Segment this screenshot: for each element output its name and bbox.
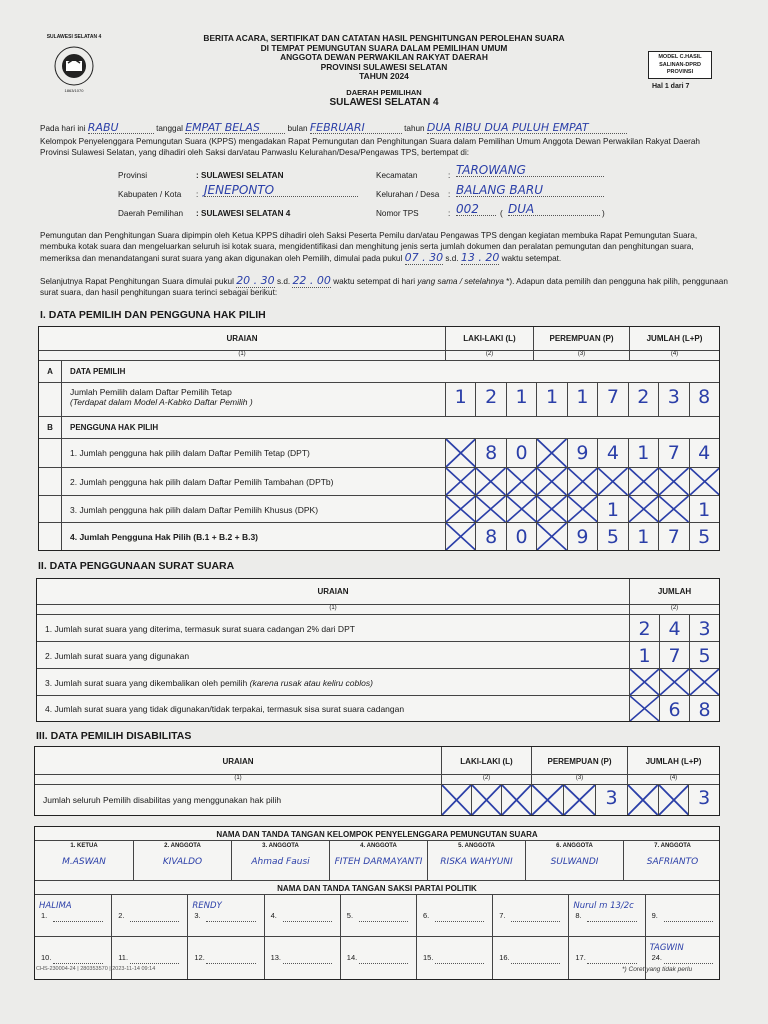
s1-n3: (3)	[533, 351, 629, 360]
time-start: 07 . 30	[404, 251, 444, 264]
kpps-role-7: 7. ANGGOTA	[654, 843, 691, 849]
s2-r1-digits-digit-text-1: 4	[668, 618, 681, 640]
kpps-signature-1: M.ASWAN	[62, 857, 106, 867]
s1-b1-digits-cross-3	[536, 439, 566, 467]
kpps-title: NAMA DAN TANDA TANGAN KELOMPOK PENYELENGGARA PEMUNGUTAN SUARA	[216, 830, 538, 839]
saksi-num-9: 9.	[651, 911, 658, 920]
s1-h-uraian: URAIAN	[226, 334, 258, 343]
saksi-cell-5	[340, 895, 416, 936]
s1-a-digits-digit-text-4: 1	[576, 386, 589, 408]
s1-b4-digits-digit-text-1: 8	[485, 526, 498, 548]
s1-b2-digits-cross-3	[536, 468, 566, 495]
s3-n4: (4)	[627, 775, 719, 784]
saksi-cell-7	[492, 895, 568, 936]
saksi-num-10: 10.	[41, 953, 52, 962]
s2-r4-digits-cross-0	[630, 696, 659, 721]
s2-r3-note: (karena rusak atau keliru coblos)	[249, 678, 373, 688]
s1-b4-digits-digit-5	[597, 523, 627, 550]
s1-a-digits-digit-text-6: 2	[637, 386, 650, 408]
s1-b4-digits-digit-text-8: 5	[698, 526, 711, 548]
s2-r3-digits-cross-1	[659, 669, 689, 695]
kpps-role-4: 4. ANGGOTA	[360, 843, 397, 849]
saksi-cell-4	[264, 895, 340, 936]
kpps-role-5: 5. ANGGOTA	[458, 843, 495, 849]
saksi-cell-15	[416, 937, 492, 979]
sd-1: s.d.	[445, 254, 459, 263]
intro-paragraph: Kelompok Penyelenggara Pemungutan Suara (KPPS) mengadakan Rapat Pemungutan dan Penghitungan Suara dalam Pemilihan Umum Anggota Dewan Perwakilan Rakyat Daerah Provinsi Sulawesi Selatan, yang dihadiri oleh Saksi dan/atau Panwaslu Kelurahan/Desa/Pengawas TPS, bertempat di:	[40, 137, 700, 157]
sd-2: s.d.	[276, 277, 291, 286]
footer-right: *) Coret yang tidak perlu	[622, 966, 693, 973]
s2-r1-digits-digit-text-0: 2	[638, 618, 651, 640]
s1-b3: 3. Jumlah pengguna hak pilih dalam Daftar Pemilih Khusus (DPK)	[61, 496, 445, 522]
kpps-cell-2	[133, 841, 231, 880]
s1-b1-digits-digit-text-7: 7	[667, 442, 680, 464]
dapil-row-value: : SULAWESI SELATAN 4	[196, 209, 291, 218]
s1-b4-digits-cross-0	[446, 523, 475, 550]
s1-b2: 2. Jumlah pengguna hak pilih dalam Daftar Pemilih Tambahan (DPTb)	[61, 468, 445, 495]
section3-table	[34, 746, 720, 816]
s2-r3-digits	[629, 669, 719, 695]
s1-b2-digits-cross-2	[506, 468, 536, 495]
saksi-num-4: 4.	[270, 911, 277, 920]
s1-b1-digits-digit-text-8: 4	[698, 442, 711, 464]
s1-b1-digits-digit-text-5: 4	[606, 442, 619, 464]
saksi-cell-16	[492, 937, 568, 979]
s1-b4-digits-cross-3	[536, 523, 566, 550]
count-end: 22 . 00	[292, 274, 331, 287]
logo-top-text: SULAWESI SELATAN 4	[46, 34, 102, 40]
s1-a-digits-digit-2	[506, 383, 536, 416]
kpps-cell-7	[623, 841, 721, 880]
saksi-cell-13	[264, 937, 340, 979]
procedure-text	[40, 230, 730, 264]
kpps-role-2: 2. ANGGOTA	[164, 843, 201, 849]
s1-b4-digits-digit-7	[658, 523, 688, 550]
s1-b1: 1. Jumlah pengguna hak pilih dalam Daftar Pemilih Tetap (DPT)	[61, 439, 445, 467]
s1-b4-digits-digit-2	[506, 523, 536, 550]
s1-a-digits-digit-4	[567, 383, 597, 416]
dapil-label: DAERAH PEMILIHAN	[346, 88, 422, 97]
section1-title: I. DATA PEMILIH DAN PENGGUNA HAK PILIH	[40, 309, 266, 321]
s1-h-p: PEREMPUAN (P)	[549, 334, 614, 343]
s3-p-x1	[532, 785, 563, 815]
saksi-cell-1	[35, 895, 111, 936]
s1-b3-digits-cross-1	[475, 496, 505, 522]
s1-b1-digits-digit-1	[475, 439, 505, 467]
saksi-row-2	[35, 937, 719, 979]
bulan-value: FEBRUARI	[310, 122, 402, 134]
s3-n2: (2)	[441, 775, 531, 784]
s1-a-row1: Jumlah Pemilih dalam Daftar Pemilih Tetap	[70, 387, 232, 397]
s1-b4-digits-digit-text-2: 0	[515, 526, 528, 548]
kpps-signature-2: KIVALDO	[162, 857, 203, 867]
s1-b2-digits-cross-5	[597, 468, 627, 495]
s1-a-digits-digit-text-2: 1	[515, 386, 528, 408]
tps-words: DUA	[508, 204, 600, 216]
footer-left: CHS-230004-24 | 280353570 | 2023-11-14 09:14	[36, 966, 156, 972]
s2-r3	[37, 669, 629, 697]
s2-r2-digits	[629, 642, 719, 668]
kpps-signature-3: Ahmad Fausi	[251, 857, 310, 867]
provinsi-value: : SULAWESI SELATAN	[196, 171, 284, 180]
s1-b3-digits-digit-text-8: 1	[698, 499, 711, 521]
s2-r2: 2. Jumlah surat suara yang digunakan	[45, 651, 190, 661]
kpps-cell-1	[35, 841, 133, 880]
s1-b1-digits-digit-text-2: 0	[515, 442, 528, 464]
saksi-cell-9	[645, 895, 721, 936]
saksi-signature-8: Nurul m 13/2c	[573, 901, 634, 911]
kec-label: Kecamatan	[376, 171, 418, 180]
s1-a-digits-digit-text-7: 3	[667, 386, 680, 408]
s2-r4-digits-digit-1	[659, 696, 689, 721]
kpps-signature-7: SAFRIANTO	[646, 857, 699, 867]
s1-b3-digits-cross-6	[628, 496, 658, 522]
saksi-num-16: 16.	[499, 953, 510, 962]
header-line-1: BERITA ACARA, SERTIFIKAT DAN CATATAN HASIL PENGHITUNGAN PEROLEHAN SUARA	[203, 33, 565, 43]
procedure-p1b: waktu setempat.	[501, 254, 562, 263]
saksi-cell-3	[187, 895, 263, 936]
s1-b4-digits-digit-text-4: 9	[576, 526, 589, 548]
s3-p-x2	[563, 785, 595, 815]
s1-a-digits-digit-text-1: 2	[485, 386, 498, 408]
s2-r2-digits-digit-2	[689, 642, 719, 668]
saksi-num-14: 14.	[346, 953, 358, 962]
saksi-cell-12	[187, 937, 263, 979]
procedure-p2d: *). Adapun data pemilih dan pengguna hak pilih, penggunaan surat suara, dan hasil penghitungan suara terinci sebagai berikut:	[40, 277, 728, 297]
saksi-num-7: 7.	[499, 911, 506, 920]
s1-b1-digits-digit-text-1: 8	[485, 442, 498, 464]
s1-b2-digits-cross-8	[689, 468, 719, 495]
s1-b1-digits	[445, 439, 719, 467]
kpps-role-1: 1. KETUA	[70, 843, 98, 849]
s3-l-digits-cross-0	[442, 785, 471, 815]
location-block: Provinsi : SULAWESI SELATAN Kabupaten / Kota : JENEPONTO Daerah Pemilihan : SULAWESI SELATAN 4 Kecamatan : TAROWANG Kelurahan / Desa : BALANG BARU Nomor TPS : 002 ( DUA )	[118, 163, 605, 218]
s3-p-digit-text: 3	[605, 787, 618, 809]
s1-a-digits-digit-3	[536, 383, 566, 416]
count-text	[40, 275, 730, 298]
s1-b3-digits-digit-5	[597, 496, 627, 522]
s3-p-digit	[595, 785, 627, 815]
s1-b2-digits-cross-4	[567, 468, 597, 495]
saksi-num-8: 8.	[575, 911, 582, 920]
hari-value: RABU	[88, 122, 154, 134]
kel-value: BALANG BARU	[456, 185, 604, 197]
s2-r2-digits-digit-text-2: 5	[698, 645, 711, 667]
s1-b1-digits-digit-2	[506, 439, 536, 467]
logo-bottom-text: 1863/1070	[64, 88, 84, 93]
saksi-cell-8	[568, 895, 644, 936]
s3-h-p: PEREMPUAN (P)	[531, 747, 627, 774]
saksi-num-12: 12.	[194, 953, 205, 962]
s1-b4-digits	[445, 523, 719, 550]
tanggal-label: tanggal	[156, 124, 183, 133]
s1-b1-digits-cross-0	[446, 439, 475, 467]
s1-a-digits-digit-0	[446, 383, 475, 416]
s2-r1-digits-digit-2	[689, 615, 719, 641]
s2-r4-digits-digit-2	[689, 696, 719, 721]
s1-b3-digits-cross-4	[567, 496, 597, 522]
s1-b4-digits-digit-text-6: 1	[637, 526, 650, 548]
s3-h-j: JUMLAH (L+P)	[627, 747, 719, 774]
kab-label: Kabupaten / Kota	[118, 190, 182, 199]
kec-value: TAROWANG	[456, 165, 604, 177]
saksi-num-1: 1.	[41, 911, 48, 920]
header-line-2: DI TEMPAT PEMUNGUTAN SUARA DALAM PEMILIHAN UMUM	[260, 42, 508, 53]
kpps-signature-6: SULWANDI	[550, 857, 599, 867]
s2-r3-text: 3. Jumlah surat suara yang dikembalikan oleh pemilih	[45, 678, 248, 688]
s1-b4-digits-digit-text-5: 5	[606, 526, 619, 548]
procedure-p2c: yang sama / setelahnya	[417, 277, 504, 286]
s2-r1: 1. Jumlah surat suara yang diterima, termasuk surat suara cadangan 2% dari DPT	[45, 624, 355, 634]
s1-a-digits-digit-text-5: 7	[606, 386, 619, 408]
s1-b2-digits	[445, 468, 719, 495]
s1-a-digits-digit-8	[689, 383, 719, 416]
kpps-table	[34, 826, 720, 980]
s1-b4-digits-digit-8	[689, 523, 719, 550]
s1-a-digits-digit-text-3: 1	[545, 386, 559, 408]
saksi-num-2: 2.	[118, 911, 125, 920]
s1-a-digits	[445, 383, 719, 416]
saksi-num-24: 24.	[651, 953, 663, 962]
saksi-num-3: 3.	[194, 911, 201, 920]
pada-label: Pada hari ini	[40, 124, 86, 133]
tahun-value: DUA RIBU DUA PULUH EMPAT	[427, 122, 627, 134]
s3-n3: (3)	[531, 775, 627, 784]
kpps-cell-6	[525, 841, 623, 880]
s1-b4-digits-digit-1	[475, 523, 505, 550]
s1-n1: (1)	[238, 351, 246, 357]
s1-b4: 4. Jumlah Pengguna Hak Pilih (B.1 + B.2 + B.3)	[61, 523, 445, 550]
s2-r2-digits-digit-text-0: 1	[638, 645, 651, 667]
dapil-row-label: Daerah Pemilihan	[118, 209, 184, 218]
s1-a-digits-digit-text-8: 8	[698, 386, 711, 408]
s1-b4-digits-digit-text-7: 7	[667, 526, 680, 548]
s2-r1-digits	[629, 615, 719, 641]
s2-h-j: JUMLAH	[629, 579, 719, 604]
saksi-signature-1: HALIMA	[39, 901, 72, 911]
s2-r4-digits-digit-text-2: 8	[698, 699, 711, 721]
s1-b3-digits-digit-text-5: 1	[606, 499, 619, 521]
saksi-num-13: 13.	[270, 953, 282, 962]
s2-r2-digits-digit-text-1: 7	[668, 645, 681, 667]
kpps-cell-3	[231, 841, 329, 880]
s1-b1-digits-digit-6	[628, 439, 658, 467]
saksi-num-15: 15.	[423, 953, 434, 962]
dapil-name: SULAWESI SELATAN 4	[329, 97, 439, 108]
s3-h-uraian: URAIAN	[222, 757, 254, 766]
s3-j-digit-text: 3	[698, 787, 711, 809]
s1-b1-digits-digit-text-4: 9	[576, 442, 589, 464]
s1-b-title: PENGGUNA HAK PILIH	[61, 417, 719, 438]
saksi-title: NAMA DAN TANDA TANGAN SAKSI PARTAI POLITIK	[277, 884, 477, 893]
saksi-num-11: 11.	[118, 953, 129, 962]
count-start: 20 . 30	[236, 274, 275, 287]
saksi-cell-2	[111, 895, 187, 936]
s1-b1-digits-digit-8	[689, 439, 719, 467]
s1-n4: (4)	[629, 351, 719, 360]
s2-r1-digits-digit-1	[659, 615, 689, 641]
s1-b1-digits-digit-4	[567, 439, 597, 467]
s3-j-digit	[688, 785, 719, 815]
tahun-label: tahun	[404, 124, 425, 133]
s1-a-digits-digit-5	[597, 383, 627, 416]
saksi-cell-10	[35, 937, 111, 979]
saksi-signature-24: TAGWIN	[649, 943, 684, 953]
s1-b3-digits-cross-0	[446, 496, 475, 522]
s3-l-digits	[441, 785, 531, 815]
s1-b3-digits-digit-8	[689, 496, 719, 522]
bulan-label: bulan	[287, 124, 308, 133]
s1-b3-digits-cross-3	[536, 496, 566, 522]
s2-r1-digits-digit-0	[630, 615, 659, 641]
s3-l-digits-cross-1	[471, 785, 501, 815]
kpps-cell-4	[329, 841, 427, 880]
s2-r4: 4. Jumlah surat suara yang tidak digunakan/tidak terpakai, termasuk sisa surat suara cadangan	[45, 704, 405, 714]
s2-r3-digits-cross-2	[689, 669, 719, 695]
s2-h-uraian: URAIAN	[317, 587, 349, 596]
s3-h-l: LAKI-LAKI (L)	[441, 747, 531, 774]
s3-r1: Jumlah seluruh Pemilih disabilitas yang menggunakan hak pilih	[43, 795, 282, 805]
saksi-num-5: 5.	[346, 911, 354, 920]
s1-b4-digits-digit-4	[567, 523, 597, 550]
s1-b3-digits-cross-7	[658, 496, 688, 522]
saksi-cell-14	[340, 937, 416, 979]
s1-b3-digits-cross-2	[506, 496, 536, 522]
saksi-signature-3: RENDY	[192, 901, 222, 911]
s1-a-title: DATA PEMILIH	[61, 361, 719, 382]
saksi-row-1	[35, 895, 719, 937]
s2-r4-digits	[629, 696, 719, 721]
section1-table	[38, 326, 720, 551]
s2-r2-digits-digit-0	[630, 642, 659, 668]
s1-n2: (2)	[445, 351, 533, 360]
s1-a-digits-digit-7	[658, 383, 688, 416]
section2-title: II. DATA PENGGUNAAN SURAT SUARA	[38, 560, 235, 572]
tps-value: 002	[456, 204, 496, 216]
saksi-cell-11	[111, 937, 187, 979]
s1-b3-digits	[445, 496, 719, 522]
s2-n2: (2)	[629, 605, 719, 614]
s3-j-x1	[628, 785, 658, 815]
s1-a-digits-digit-text-0: 1	[454, 386, 467, 408]
s3-n1: (1)	[234, 775, 242, 781]
kpps-signature-4: FITEH DARMAYANTI	[334, 857, 423, 867]
procedure-p2b: waktu setempat di hari	[333, 277, 416, 286]
s2-r1-digits-digit-text-2: 3	[698, 618, 711, 640]
s2-n1: (1)	[329, 605, 337, 611]
s3-j-x2	[658, 785, 689, 815]
s1-b4-digits-digit-6	[628, 523, 658, 550]
s2-r2-digits-digit-1	[659, 642, 689, 668]
model-box-text: MODEL C.HASIL SALINAN-DPRD PROVINSI	[658, 54, 702, 75]
s3-l-digits-cross-2	[501, 785, 531, 815]
s1-h-l: LAKI-LAKI (L)	[463, 334, 516, 343]
provinsi-label: Provinsi	[118, 171, 148, 180]
s1-b2-digits-cross-7	[658, 468, 688, 495]
kpps-row	[35, 841, 719, 881]
intro-line	[40, 122, 740, 134]
saksi-num-17: 17.	[575, 953, 586, 962]
s1-b1-digits-digit-5	[597, 439, 627, 467]
kpps-role-6: 6. ANGGOTA	[556, 843, 593, 849]
s1-b1-digits-digit-7	[658, 439, 688, 467]
tps-label: Nomor TPS	[376, 209, 419, 218]
kpps-cell-5	[427, 841, 525, 880]
header-line-5: TAHUN 2024	[359, 71, 409, 82]
model-box	[648, 51, 712, 79]
saksi-num-6: 6.	[423, 911, 430, 920]
s1-a-row1b: (Terdapat dalam Model A-Kabko Daftar Pemilih )	[70, 397, 253, 407]
section3-title: III. DATA PEMILIH DISABILITAS	[36, 730, 192, 742]
page-number: Hal 1 dari 7	[652, 83, 690, 90]
section2-table	[36, 578, 720, 722]
s1-b2-digits-cross-6	[628, 468, 658, 495]
s2-r4-digits-digit-text-1: 6	[668, 699, 681, 721]
s1-b1-digits-digit-text-6: 1	[637, 442, 650, 464]
s1-h-j: JUMLAH (L+P)	[646, 334, 703, 343]
kab-value: JENEPONTO	[204, 185, 358, 197]
s1-b: B	[47, 423, 53, 432]
header-line-4: PROVINSI SULAWESI SELATAN	[320, 61, 448, 72]
s1-a: A	[47, 367, 53, 376]
s1-b2-digits-cross-0	[446, 468, 475, 495]
s1-b2-digits-cross-1	[475, 468, 505, 495]
s1-a-digits-digit-1	[475, 383, 505, 416]
s3-p-digits	[531, 785, 627, 815]
kel-label: Kelurahan / Desa	[376, 190, 440, 199]
time-end: 13 . 20	[460, 251, 500, 264]
procedure-p1: Pemungutan dan Penghitungan Suara dipimpin oleh Ketua KPPS dihadiri oleh Saksi Peserta Pemilu dan/atau Pengawas TPS dengan kegiatan membuka Rapat Pemungutan Suara, membuka kotak suara dan mengeluarkan seluruh isi kotak suara, mengidentifikasi dan menghitung jenis serta jumlah dokumen dan peralatan pemungutan dan penghitungan suara, memeriksa dan menandatangani surat suara yang akan digunakan oleh Pemilih, dimulai pada pukul	[40, 231, 698, 263]
kpps-role-3: 3. ANGGOTA	[262, 843, 299, 849]
s3-j-digits	[627, 785, 719, 815]
s2-r3-digits-cross-0	[630, 669, 659, 695]
tanggal-value: EMPAT BELAS	[185, 122, 285, 134]
procedure-p2a: Selanjutnya Rapat Penghitungan Suara dimulai pukul	[40, 277, 234, 286]
kpps-signature-5: RISKA WAHYUNI	[440, 857, 513, 867]
saksi-cell-6	[416, 895, 492, 936]
header-line-3: ANGGOTA DEWAN PERWAKILAN RAKYAT DAERAH	[280, 52, 488, 63]
s1-a-digits-digit-6	[628, 383, 658, 416]
